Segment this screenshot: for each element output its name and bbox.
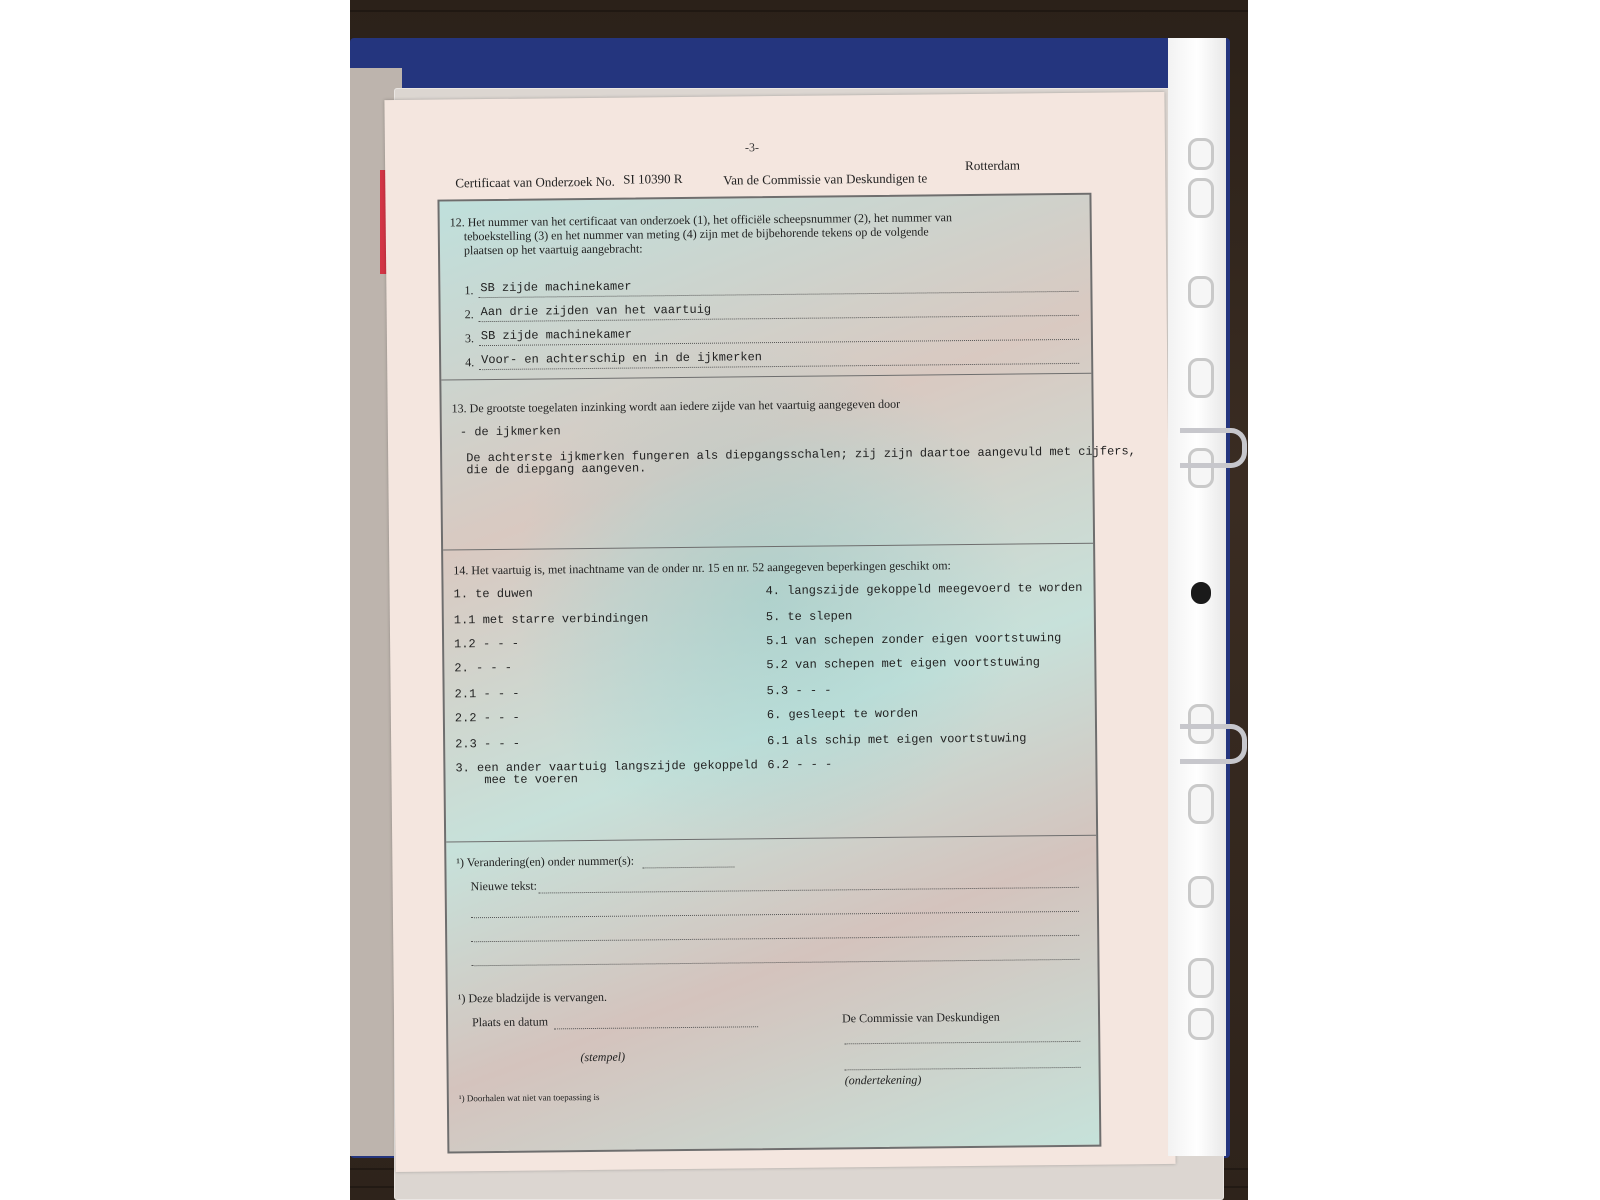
item-text: Voor- en achterschip en in de ijkmerken — [481, 350, 763, 368]
section-12-heading: 12. Het nummer van het certificaat van onderzoek (1), het officiële scheepsnummer (2), het nummer van — [449, 210, 952, 230]
punch-hole — [1188, 358, 1214, 398]
certificate-number: SI 10390 R — [623, 170, 683, 187]
new-text-label: Nieuwe tekst: — [470, 878, 538, 894]
commission-signature-label: De Commissie van Deskundigen — [841, 1009, 1000, 1026]
item-text: SB zijde machinekamer — [480, 327, 633, 344]
wood-grain — [350, 10, 1248, 12]
section-13-item: - de ijkmerken — [459, 424, 561, 440]
capability-left: 2.1 - - - — [454, 686, 520, 702]
photo — [350, 0, 1248, 1200]
capability-right: 4. langszijde gekoppeld meegevoerd te worden — [765, 580, 1083, 599]
item-num: 2. — [464, 307, 474, 322]
page-number: -3- — [744, 140, 759, 155]
item-num: 4. — [465, 355, 475, 370]
section-14 — [443, 543, 1096, 843]
capability-left: 1. te duwen — [453, 586, 533, 602]
item-text: SB zijde machinekamer — [480, 279, 632, 296]
certificate-page — [384, 92, 1175, 1172]
capability-right: 5. te slepen — [765, 609, 853, 625]
dotted-line — [471, 935, 1079, 942]
section-12-heading-2: teboekstelling (3) en het nummer van meting (4) zijn met de bijbehorende tekens op de volgende — [463, 224, 929, 244]
section-13 — [441, 373, 1136, 551]
section-12 — [439, 195, 1091, 381]
footnote: ¹) Doorhalen wat niet van toepassing is — [458, 1091, 600, 1104]
punch-hole — [1188, 138, 1214, 170]
binder — [350, 38, 1230, 1158]
capability-left: 2. - - - — [454, 660, 513, 676]
dotted-line — [642, 866, 734, 868]
punch-hole — [1188, 276, 1214, 308]
capability-left: 2.2 - - - — [454, 710, 520, 726]
dotted-line — [844, 1041, 1080, 1044]
changes-label: ¹) Verandering(en) onder nummer(s): — [456, 853, 635, 870]
binder-ring — [1180, 428, 1247, 468]
place-date-label: Plaats en datum — [471, 1014, 549, 1030]
signature-label: (ondertekening) — [844, 1072, 922, 1088]
stamp-label: (stempel) — [580, 1049, 626, 1065]
capability-left: 1.1 met starre verbindingen — [453, 611, 649, 628]
section-13-note-2: die de diepgang aangeven. — [466, 461, 647, 478]
capability-left: 3. een ander vaartuig langszijde gekoppeld — [455, 758, 758, 776]
commission-place: Rotterdam — [965, 157, 1021, 174]
punch-hole — [1188, 784, 1214, 824]
commission-label: Van de Commissie van Deskundigen te — [723, 170, 928, 188]
page-replaced-note: ¹) Deze bladzijde is vervangen. — [457, 989, 608, 1006]
section-13-heading: 13. De grootste toegelaten inzinking wordt aan iedere zijde van het vaartuig aangegeven door — [451, 396, 901, 416]
punch-hole — [1188, 876, 1214, 908]
capability-left: 2.3 - - - — [455, 736, 521, 752]
punch-hole — [1188, 958, 1214, 998]
section-14-heading: 14. Het vaartuig is, met inachtname van de onder nr. 15 en nr. 52 aangegeven beperkingen geschikt om: — [453, 558, 951, 578]
capability-right: 6.2 - - - — [767, 757, 833, 773]
punch-hole — [1188, 178, 1214, 218]
form-frame — [437, 193, 1136, 1154]
binder-ring — [1180, 724, 1247, 764]
certificate-label: Certificaat van Onderzoek No. — [455, 173, 615, 191]
punch-hole — [1188, 1008, 1214, 1040]
capability-right: 6. gesleept te worden — [766, 706, 919, 723]
capability-right: 6.1 als schip met eigen voortstuwing — [767, 731, 1027, 749]
dotted-line — [471, 911, 1079, 918]
sleeve-punch-strip — [1168, 38, 1226, 1156]
dotted-line — [539, 887, 1079, 894]
dotted-line — [845, 1067, 1081, 1070]
dotted-line — [471, 959, 1079, 966]
punch-hole — [1191, 582, 1211, 604]
capability-left: mee te voeren — [455, 772, 579, 788]
certificate-header — [455, 157, 1095, 191]
capability-left: 1.2 - - - — [454, 636, 519, 652]
item-text: Aan drie zijden van het vaartuig — [480, 302, 712, 320]
capability-right: 5.2 van schepen met eigen voortstuwing — [766, 655, 1041, 673]
capability-right: 5.3 - - - — [766, 683, 832, 699]
item-num: 1. — [464, 283, 474, 298]
capability-right: 5.1 van schepen zonder eigen voortstuwing — [766, 631, 1062, 649]
dotted-line — [554, 1026, 758, 1029]
section-12-heading-3: plaatsen op het vaartuig aangebracht: — [463, 241, 643, 258]
item-num: 3. — [464, 331, 474, 346]
section-13-note: De achterste ijkmerken fungeren als diepgangsschalen; zij zijn daartoe aangevuld met cijfers, — [466, 444, 1136, 466]
